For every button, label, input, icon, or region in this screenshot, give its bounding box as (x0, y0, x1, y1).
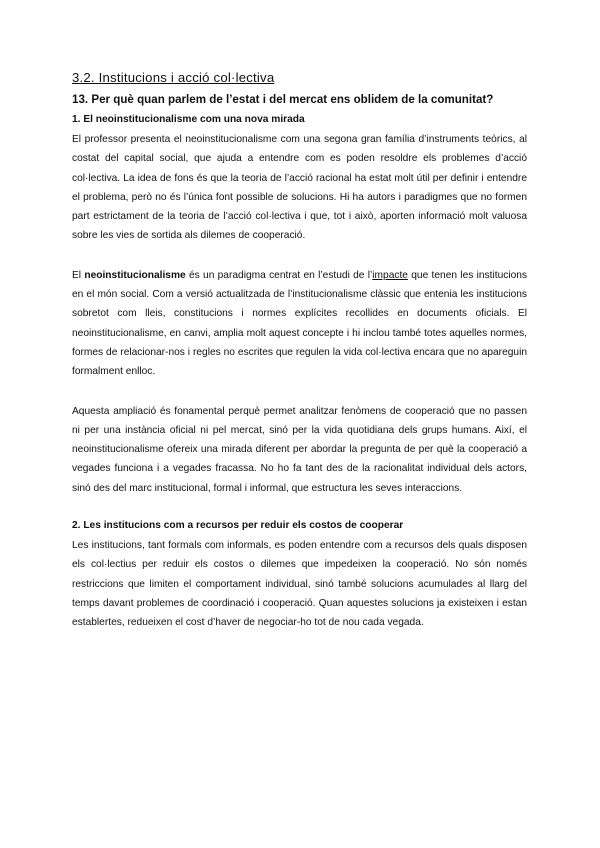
subsection-1-heading: 1. El neoinstitucionalisme com una nova mirada (72, 114, 305, 125)
paragraph-spacer (72, 382, 527, 402)
para2-underlined-term: impacte (372, 269, 408, 281)
subsection-1-paragraph-3: Aquesta ampliació és fonamental perquè permet analitzar fenòmens de cooperació que no passen ni per una instància oficial ni pel mercat, sinó per la vida quotidiana dels grups humans. Així, el neoinstitucionalisme ofereix una mirada diferent per abordar la pregunta de per què la cooperació a vegades funciona i a vegades fracassa. No ho fa tant des de la racionalitat individual dels actors, sinó des del marc institucional, formal i informal, que estructura les seves interaccions. (72, 405, 527, 494)
para2-middle: és un paradigma centrat en l’estudi de l’ (185, 269, 373, 281)
subsection-2-paragraph: Les institucions, tant formals com informals, es poden entendre com a recursos dels quals disposen els col·lectius per reduir els costos o dilemes que impedeixen la cooperació. No són només restriccions que limiten el comportament individual, sinó també solucions acumulades al llarg del temps davant problemes de coordinació i cooperació. Quan aquestes solucions ja existeixen i estan establertes, redueixen el cost d’haver de negociar-ho tot de nou cada vegada. (72, 540, 527, 629)
document-page (72, 70, 527, 633)
paragraph-spacer (72, 498, 527, 518)
section-title: 3.2. Institucions i acció col·lectiva (72, 70, 275, 85)
subsection-1-paragraph-1: El professor presenta el neoinstitucionalisme com una segona gran família d’instruments teòrics, al costat del capital social, que ajuda a entendre com es poden resoldre els problemes d’acció col·lectiva. La idea de fons és que la teoria de l’acció racional ha estat molt útil per definir i entendre el problema, però no és l’única font possible de solucions. Hi ha autors i paradigmes que no formen part estrictament de la teoria de l’acció col·lectiva i que, tot i això, aporten informació molt valuosa sobre les vies de sortida als dilemes de cooperació. (72, 134, 527, 242)
subsection-1-paragraph-2 (72, 266, 527, 382)
para2-after: que tenen les institucions en el món social. Com a versió actualitzada de l’institucionalisme clàssic que entenia les institucions sobretot com lleis, constitucions i normes explícites recollides en documents oficials. El neoinstitucionalisme, en canvi, amplia molt aquest concepte i hi inclou també totes aquelles normes, formes de relacionar-nos i regles no escrites que regulen la vida col·lectiva encara que no apareguin formalment enlloc. (72, 269, 528, 378)
question-title: 13. Per què quan parlem de l’estat i del mercat ens oblidem de la comunitat? (72, 93, 494, 106)
paragraph-spacer (72, 246, 527, 266)
subsection-2-heading: 2. Les institucions com a recursos per reduir els costos de cooperar (72, 520, 404, 532)
para2-bold-term: neoinstitucionalisme (84, 269, 186, 281)
para2-before-bold: El (72, 269, 85, 281)
